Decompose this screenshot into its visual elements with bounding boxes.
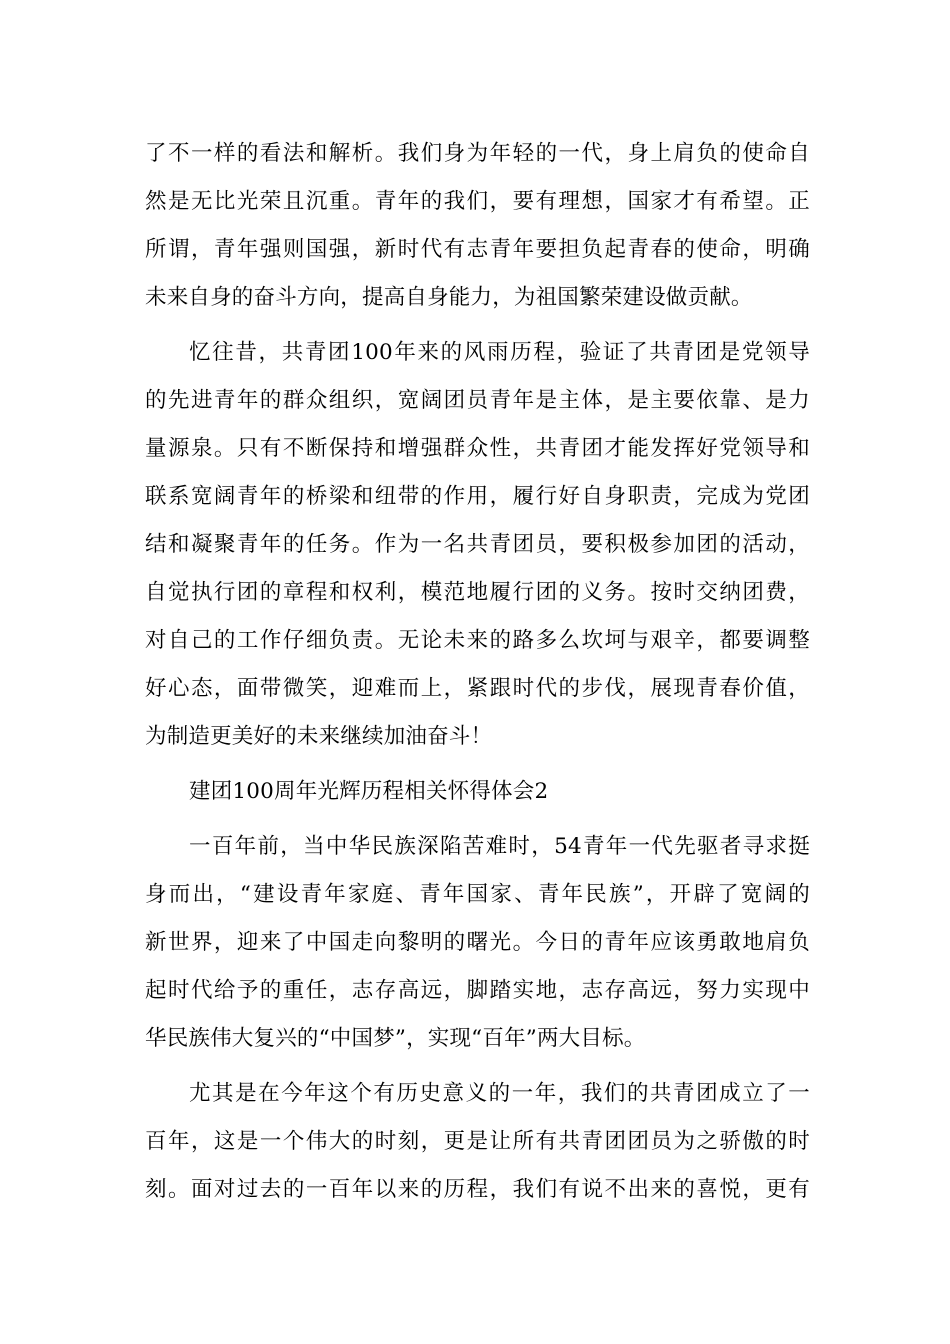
- paragraph-1-line-3: 所谓，青年强则国强，新时代有志青年要担负起青春的使命，明确: [145, 237, 810, 262]
- paragraph-2-line-4: 联系宽阔青年的桥梁和纽带的作用，履行好自身职责，完成为党团: [145, 484, 810, 509]
- paragraph-4-line-1: 尤其是在今年这个有历史意义的一年，我们的共青团成立了一: [189, 1081, 810, 1106]
- section-heading: 建团100周年光辉历程相关怀得体会2: [189, 779, 549, 804]
- paragraph-2-line-9: 为制造更美好的未来继续加油奋斗！: [145, 724, 493, 749]
- paragraph-2-line-5: 结和凝聚青年的任务。作为一名共青团员，要积极参加团的活动，: [145, 532, 810, 557]
- paragraph-1-line-1: 了不一样的看法和解析。我们身为年轻的一代，身上肩负的使命自: [145, 141, 810, 166]
- paragraph-4-line-3: 刻。面对过去的一百年以来的历程，我们有说不出来的喜悦，更有: [145, 1177, 810, 1202]
- paragraph-3-line-4: 起时代给予的重任，志存高远，脚踏实地，志存高远，努力实现中: [145, 978, 810, 1003]
- paragraph-2-line-7: 对自己的工作仔细负责。无论未来的路多么坎坷与艰辛，都要调整: [145, 628, 810, 653]
- paragraph-2-line-2: 的先进青年的群众组织，宽阔团员青年是主体，是主要依靠、是力: [145, 388, 810, 413]
- paragraph-2-line-6: 自觉执行团的章程和权利，模范地履行团的义务。按时交纳团费，: [145, 580, 810, 605]
- paragraph-3-line-1: 一百年前，当中华民族深陷苦难时，54青年一代先驱者寻求挺: [189, 834, 810, 859]
- paragraph-2-line-1: 忆往昔，共青团100年来的风雨历程，验证了共青团是党领导: [189, 340, 810, 365]
- paragraph-2-line-3: 量源泉。只有不断保持和增强群众性，共青团才能发挥好党领导和: [145, 436, 810, 461]
- paragraph-1-line-2: 然是无比光荣且沉重。青年的我们，要有理想，国家才有希望。正: [145, 189, 810, 214]
- paragraph-3-line-5: 华民族伟大复兴的“中国梦”，实现“百年”两大目标。: [145, 1026, 646, 1051]
- paragraph-4-line-2: 百年，这是一个伟大的时刻，更是让所有共青团团员为之骄傲的时: [145, 1129, 810, 1154]
- paragraph-3-line-3: 新世界，迎来了中国走向黎明的曙光。今日的青年应该勇敢地肩负: [145, 930, 810, 955]
- paragraph-3-line-2: 身而出，“建设青年家庭、青年国家、青年民族”，开辟了宽阔的: [145, 882, 810, 907]
- paragraph-1-line-4: 未来自身的奋斗方向，提高自身能力，为祖国繁荣建设做贡献。: [145, 285, 753, 310]
- paragraph-2-line-8: 好心态，面带微笑，迎难而上，紧跟时代的步伐，展现青春价值，: [145, 676, 810, 701]
